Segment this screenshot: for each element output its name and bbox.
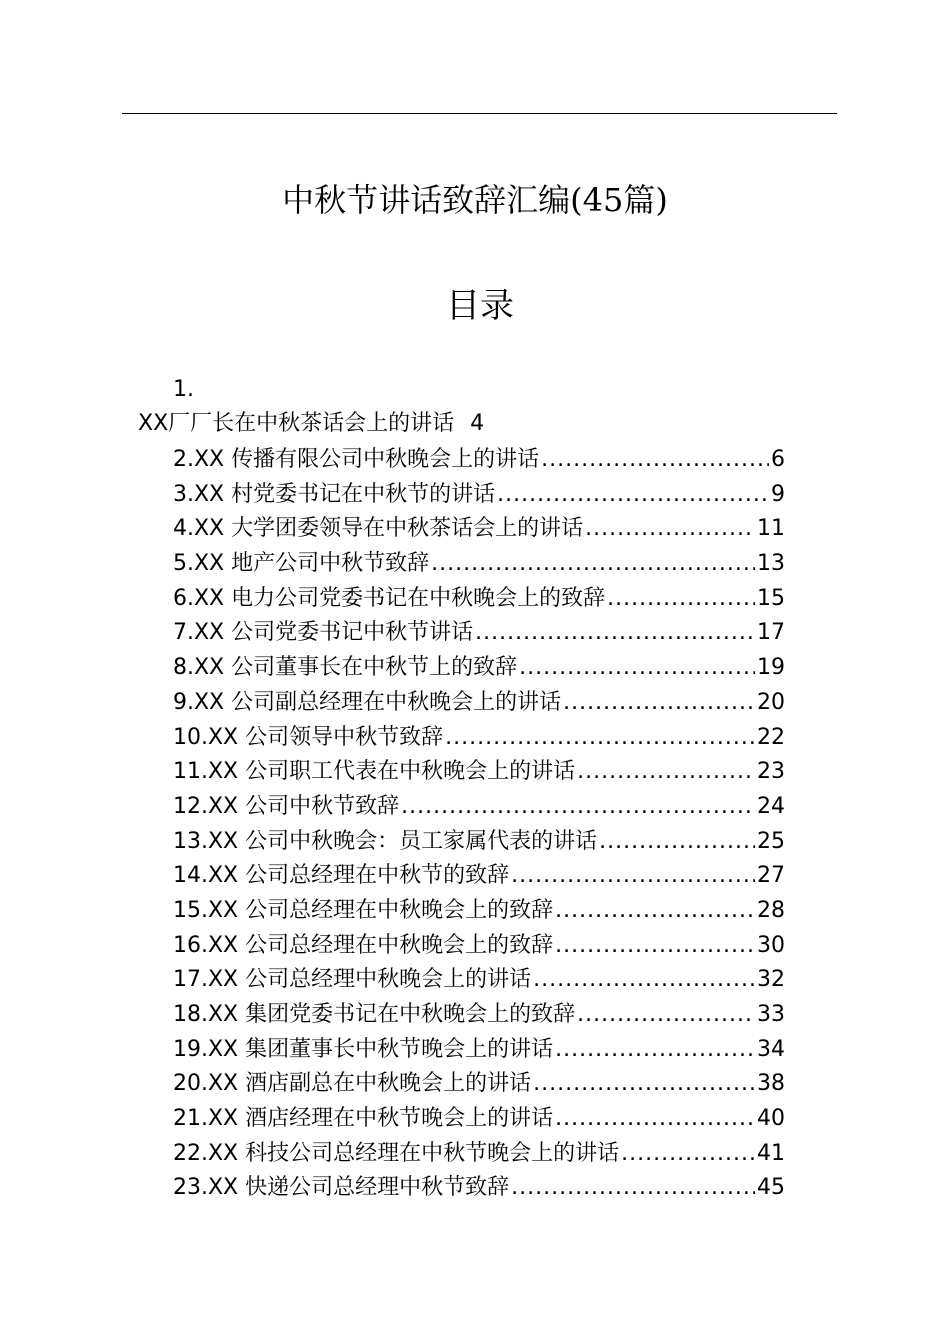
toc-entry-title: 15.XX 公司总经理在中秋晚会上的致辞 [173,897,554,923]
toc-entry-title: 11.XX 公司职工代表在中秋晚会上的讲话 [173,759,576,785]
toc-entry-page: 41 [757,1140,785,1166]
toc-entry-title: 12.XX 公司中秋节致辞 [173,793,400,819]
toc-entry-title: 9.XX 公司副总经理在中秋晚会上的讲话 [173,689,562,715]
toc-dot-leader [511,1172,755,1204]
toc-entry[interactable] [173,1034,785,1069]
toc-dot-leader [585,513,755,545]
toc-entry-title: 20.XX 酒店副总在中秋晚会上的讲话 [173,1071,532,1097]
toc-dot-leader [555,1103,755,1135]
toc-dot-leader [563,687,755,719]
toc-dot-leader [599,826,755,858]
toc-entry-title: 8.XX 公司董事长在中秋节上的致辞 [173,655,518,681]
toc-entry[interactable] [173,964,785,999]
toc-dot-leader [555,895,755,927]
toc-list [173,444,785,1207]
toc-entry[interactable] [173,617,785,652]
toc-entry-title: 22.XX 科技公司总经理在中秋节晚会上的讲话 [173,1140,620,1166]
toc-dot-leader [541,444,769,476]
toc-dot-leader [497,479,769,511]
toc-entry[interactable] [173,756,785,791]
toc-dot-leader [533,964,755,996]
toc-dot-leader [607,583,755,615]
toc-entry-page: 17 [757,620,785,646]
toc-entry-title: 16.XX 公司总经理在中秋晚会上的致辞 [173,932,554,958]
toc-entry[interactable] [173,687,785,722]
toc-entry-1[interactable] [138,408,484,440]
document-title: 中秋节讲话致辞汇编(45篇) [282,181,668,219]
toc-entry-title: 13.XX 公司中秋晚会：员工家属代表的讲话 [173,828,598,854]
toc-entry-title: 14.XX 公司总经理在中秋节的致辞 [173,863,510,889]
toc-dot-leader [555,930,755,962]
toc-entry[interactable] [173,513,785,548]
toc-entry-page: 19 [757,655,785,681]
toc-entry-title: 10.XX 公司领导中秋节致辞 [173,724,444,750]
toc-entry-page: 13 [757,551,785,577]
toc-entry-page: 22 [757,724,785,750]
toc-dot-leader [431,548,755,580]
toc-entry[interactable] [173,860,785,895]
toc-entry[interactable] [173,791,785,826]
toc-entry[interactable] [173,826,785,861]
toc-entry-page: 30 [757,932,785,958]
toc-entry[interactable] [173,1138,785,1173]
toc-dot-leader [577,999,755,1031]
toc-entry[interactable] [173,583,785,618]
toc-entry[interactable] [173,1103,785,1138]
toc-entry-title: 21.XX 酒店经理在中秋节晚会上的讲话 [173,1106,554,1132]
toc-entry-page: 6 [771,447,785,472]
toc-entry-page: 40 [757,1106,785,1132]
toc-entry[interactable] [173,548,785,583]
toc-entry-page: 15 [757,585,785,611]
toc-dot-leader [577,756,755,788]
toc-entry-title: 18.XX 集团党委书记在中秋晚会上的致辞 [173,1002,576,1027]
toc-entry-1-number[interactable]: 1. [173,377,194,402]
toc-entry-page: 11 [757,516,785,542]
toc-entry-page: 28 [757,897,785,923]
toc-entry-page: 23 [757,759,785,785]
toc-entry-title: 4.XX 大学团委领导在中秋茶话会上的讲话 [173,516,584,542]
toc-entry-title: 6.XX 电力公司党委书记在中秋晚会上的致辞 [173,585,606,611]
toc-entry-page: 20 [757,689,785,715]
toc-entry-title: 7.XX 公司党委书记中秋节讲话 [173,620,474,646]
toc-entry[interactable] [173,444,785,479]
toc-entry[interactable] [173,930,785,965]
toc-entry-page: 34 [757,1036,785,1062]
toc-dot-leader [519,652,755,684]
toc-dot-leader [445,722,755,754]
toc-entry-page: 27 [757,863,785,889]
toc-dot-leader [533,1068,755,1100]
toc-dot-leader [555,1034,755,1066]
toc-entry[interactable] [173,1068,785,1103]
toc-entry-title: 19.XX 集团董事长中秋节晚会上的讲话 [173,1036,554,1062]
toc-dot-leader [401,791,755,823]
toc-entry-title: 2.XX 传播有限公司中秋晚会上的讲话 [173,447,540,472]
toc-dot-leader [475,617,755,649]
toc-entry[interactable] [173,999,785,1034]
toc-entry[interactable] [173,895,785,930]
toc-entry-title: 23.XX 快递公司总经理中秋节致辞 [173,1175,510,1201]
toc-dot-leader [511,860,755,892]
toc-entry-page: 38 [757,1071,785,1097]
toc-entry-page: 25 [757,828,785,854]
toc-entry[interactable] [173,652,785,687]
toc-entry-page: 4 [470,411,485,436]
toc-entry-title: 3.XX 村党委书记在中秋节的讲话 [173,481,496,507]
toc-entry[interactable] [173,479,785,514]
toc-entry[interactable] [173,1172,785,1207]
toc-entry-page: 32 [757,967,785,993]
toc-entry-page: 45 [757,1175,785,1201]
toc-entry[interactable] [173,722,785,757]
toc-entry-page: 9 [771,481,785,507]
toc-heading: 目录 [446,286,514,326]
toc-entry-page: 24 [757,793,785,819]
toc-entry-title: XX厂厂长在中秋茶话会上的讲话 [138,411,455,436]
toc-entry-page: 33 [757,1002,785,1027]
toc-dot-leader [621,1138,755,1170]
toc-entry-title: 17.XX 公司总经理中秋晚会上的讲话 [173,967,532,993]
toc-entry-title: 5.XX 地产公司中秋节致辞 [173,551,430,577]
